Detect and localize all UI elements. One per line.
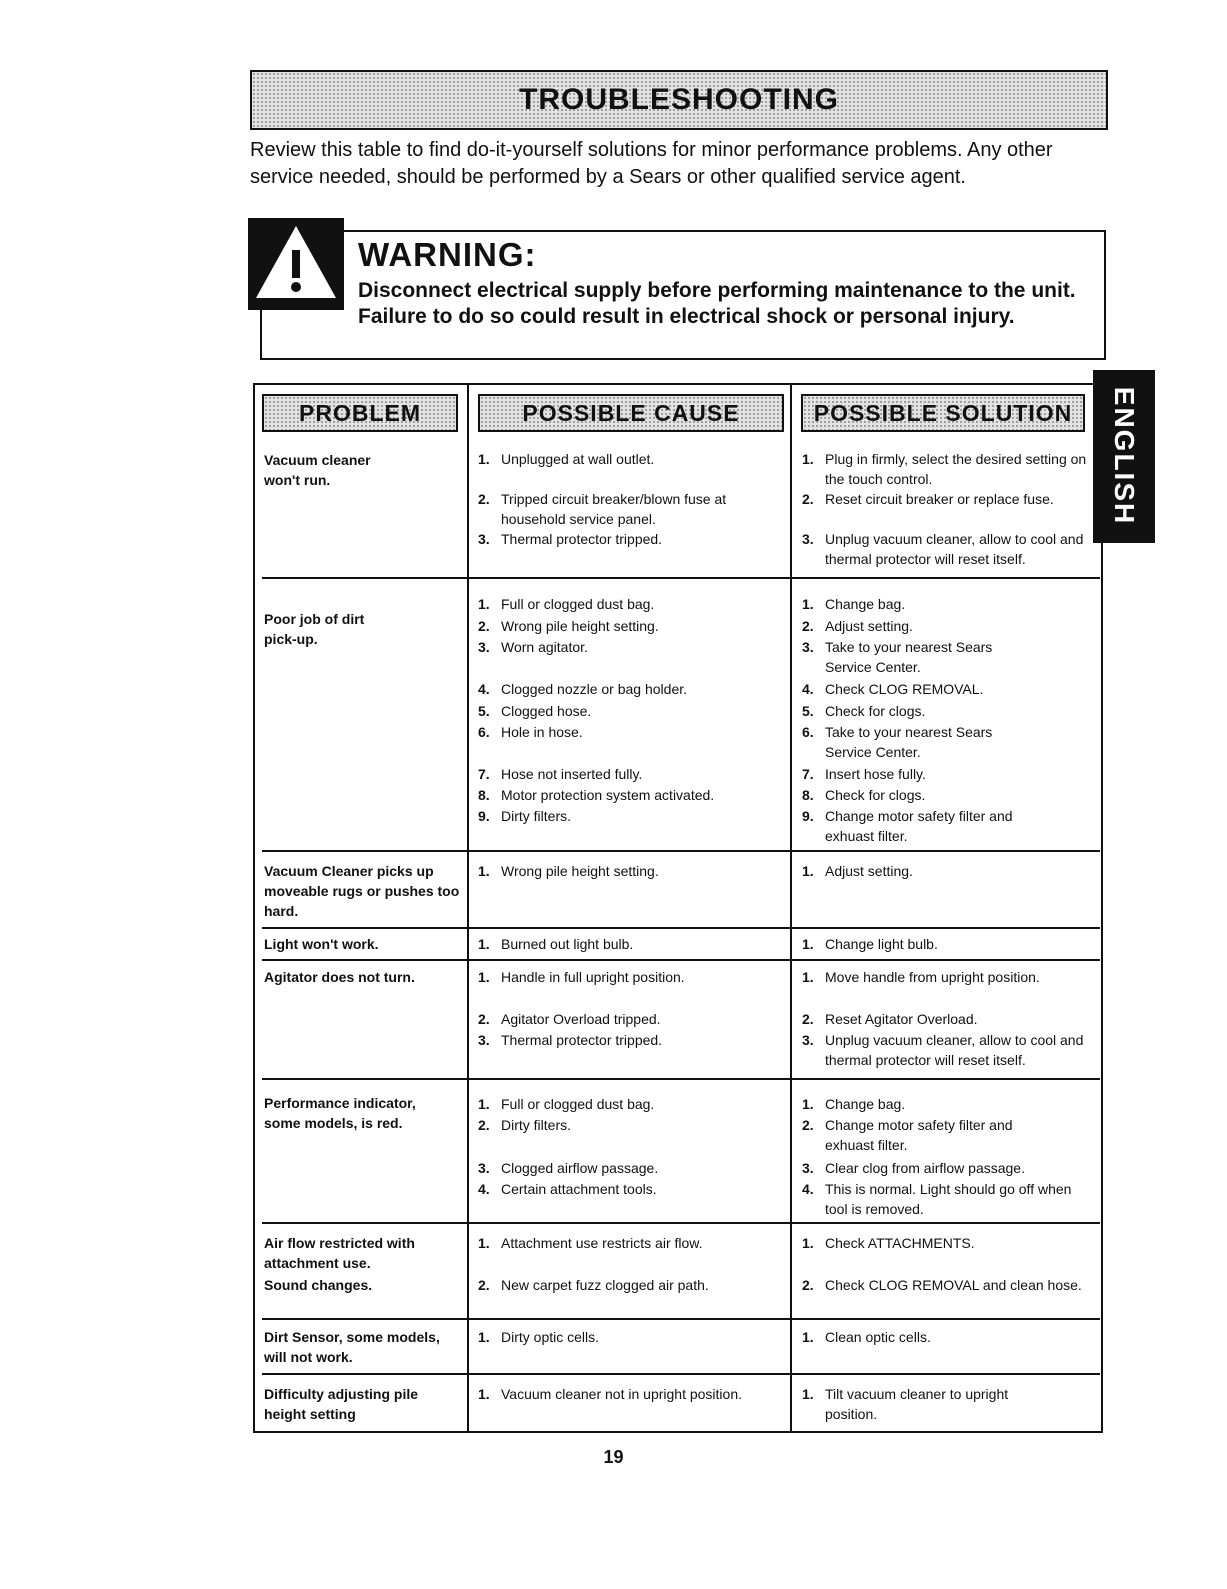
header-solution xyxy=(801,394,1085,432)
page-title: TROUBLESHOOTING xyxy=(519,83,839,116)
solution-item: 1. Plug in firmly, select the desired setting on the touch control. xyxy=(802,451,1087,487)
row-divider xyxy=(262,1318,1100,1320)
cause-item: 2. Dirty filters. xyxy=(478,1117,571,1133)
solution-item: 1. Change bag. xyxy=(802,1096,906,1112)
solution-item: 3. Take to your nearest Sears Service Center. xyxy=(802,639,993,675)
problem-cell: Vacuum Cleaner picks up moveable rugs or pushes too hard. xyxy=(264,863,460,919)
cause-item: 5. Clogged hose. xyxy=(478,703,592,719)
solution-item: 8. Check for clogs. xyxy=(802,787,926,803)
header-cause xyxy=(478,394,784,432)
cause-item: 2. Agitator Overload tripped. xyxy=(478,1011,661,1027)
warning-icon xyxy=(248,218,344,310)
header-solution-label: POSSIBLE SOLUTION xyxy=(813,399,1073,426)
solution-item: 1. Adjust setting. xyxy=(802,863,913,879)
cause-item: 7. Hose not inserted fully. xyxy=(478,766,643,782)
solution-item: 4. Check CLOG REMOVAL. xyxy=(802,681,984,697)
solution-item: 3. Unplug vacuum cleaner, allow to cool and thermal protector will reset itself. xyxy=(802,531,1084,567)
cause-item: 2. Wrong pile height setting. xyxy=(478,618,659,634)
row-divider xyxy=(262,959,1100,961)
solution-item: 3. Unplug vacuum cleaner, allow to cool and thermal protector will reset itself. xyxy=(802,1032,1084,1068)
cause-item: 1. Handle in full upright position. xyxy=(478,969,685,985)
cause-item: 1. Unplugged at wall outlet. xyxy=(478,451,655,467)
cause-item: 2. New carpet fuzz clogged air path. xyxy=(478,1277,709,1293)
header-cause-label: POSSIBLE CAUSE xyxy=(522,399,740,426)
cause-item: 3. Thermal protector tripped. xyxy=(478,531,663,547)
problem-cell: Performance indicator, some models, is red. xyxy=(264,1095,416,1131)
warning-title: WARNING: xyxy=(358,236,537,273)
column-divider xyxy=(790,383,792,1433)
solution-item: 2. Check CLOG REMOVAL and clean hose. xyxy=(802,1277,1082,1293)
page-title-banner xyxy=(250,70,1108,130)
solution-item: 1. Change bag. xyxy=(802,596,906,612)
cause-item: 1. Burned out light bulb. xyxy=(478,936,634,952)
solution-item: 7. Insert hose fully. xyxy=(802,766,926,782)
problem-cell: Difficulty adjusting pile height setting xyxy=(264,1386,419,1422)
solution-item: 9. Change motor safety filter and exhuast filter. xyxy=(802,808,1013,844)
problem-cell: Agitator does not turn. xyxy=(264,969,415,985)
solution-item: 6. Take to your nearest Sears Service Center. xyxy=(802,724,993,760)
problem-cell: Poor job of dirt pick-up. xyxy=(264,611,365,647)
solution-item: 2. Reset Agitator Overload. xyxy=(802,1011,978,1027)
row-divider xyxy=(262,577,1100,579)
cause-item: 9. Dirty filters. xyxy=(478,808,571,824)
problem-cell: Air flow restricted with attachment use. xyxy=(264,1235,415,1271)
cause-item: 1. Full or clogged dust bag. xyxy=(478,596,655,612)
cause-item: 3. Thermal protector tripped. xyxy=(478,1032,663,1048)
cause-item: 1. Full or clogged dust bag. xyxy=(478,1096,655,1112)
cause-item: 4. Certain attachment tools. xyxy=(478,1181,657,1197)
solution-item: 1. Check ATTACHMENTS. xyxy=(802,1235,975,1251)
solution-item: 2. Adjust setting. xyxy=(802,618,913,634)
cause-item: 1. Wrong pile height setting. xyxy=(478,863,659,879)
row-divider xyxy=(262,1222,1100,1224)
row-divider xyxy=(262,1078,1100,1080)
header-problem-label: PROBLEM xyxy=(299,399,421,426)
solution-item: 1. Tilt vacuum cleaner to upright position. xyxy=(802,1386,1009,1422)
solution-item: 2. Change motor safety filter and exhuast filter. xyxy=(802,1117,1013,1153)
solution-item: 3. Clear clog from airflow passage. xyxy=(802,1160,1025,1176)
solution-item: 1. Clean optic cells. xyxy=(802,1329,931,1345)
problem-cell: Dirt Sensor, some models, will not work. xyxy=(264,1329,440,1365)
english-tab-label: ENGLISH xyxy=(1109,386,1140,526)
cause-item: 1. Vacuum cleaner not in upright position. xyxy=(478,1386,742,1402)
column-divider xyxy=(467,383,469,1433)
cause-item: 1. Attachment use restricts air flow. xyxy=(478,1235,703,1251)
cause-item: 3. Clogged airflow passage. xyxy=(478,1160,659,1176)
intro-paragraph: Review this table to find do-it-yourself solutions for minor performance problems. Any other service needed, should be performed by a Sears or other qualified service agent. xyxy=(250,139,1053,188)
row-divider xyxy=(262,927,1100,929)
solution-item: 5. Check for clogs. xyxy=(802,703,926,719)
solution-item: 2. Reset circuit breaker or replace fuse. xyxy=(802,491,1054,507)
cause-item: 8. Motor protection system activated. xyxy=(478,787,715,803)
row-divider xyxy=(262,1373,1100,1375)
problem-cell: Light won't work. xyxy=(264,936,379,952)
cause-item: 1. Dirty optic cells. xyxy=(478,1329,600,1345)
page-number: 19 xyxy=(603,1447,624,1467)
cause-item: 6. Hole in hose. xyxy=(478,724,583,740)
warning-text: Disconnect electrical supply before performing maintenance to the unit. Failure to do so could result in electrical shock or personal injury. xyxy=(358,279,1076,328)
cause-item: 4. Clogged nozzle or bag holder. xyxy=(478,681,688,697)
problem-cell: Vacuum cleaner won't run. xyxy=(264,452,371,488)
problem-cell: Sound changes. xyxy=(264,1277,373,1293)
header-problem xyxy=(262,394,458,432)
cause-item: 2. Tripped circuit breaker/blown fuse at household service panel. xyxy=(478,491,727,527)
cause-item: 3. Worn agitator. xyxy=(478,639,588,655)
solution-item: 1. Move handle from upright position. xyxy=(802,969,1040,985)
row-divider xyxy=(262,850,1100,852)
solution-item: 1. Change light bulb. xyxy=(802,936,938,952)
solution-item: 4. This is normal. Light should go off when tool is removed. xyxy=(802,1181,1072,1217)
